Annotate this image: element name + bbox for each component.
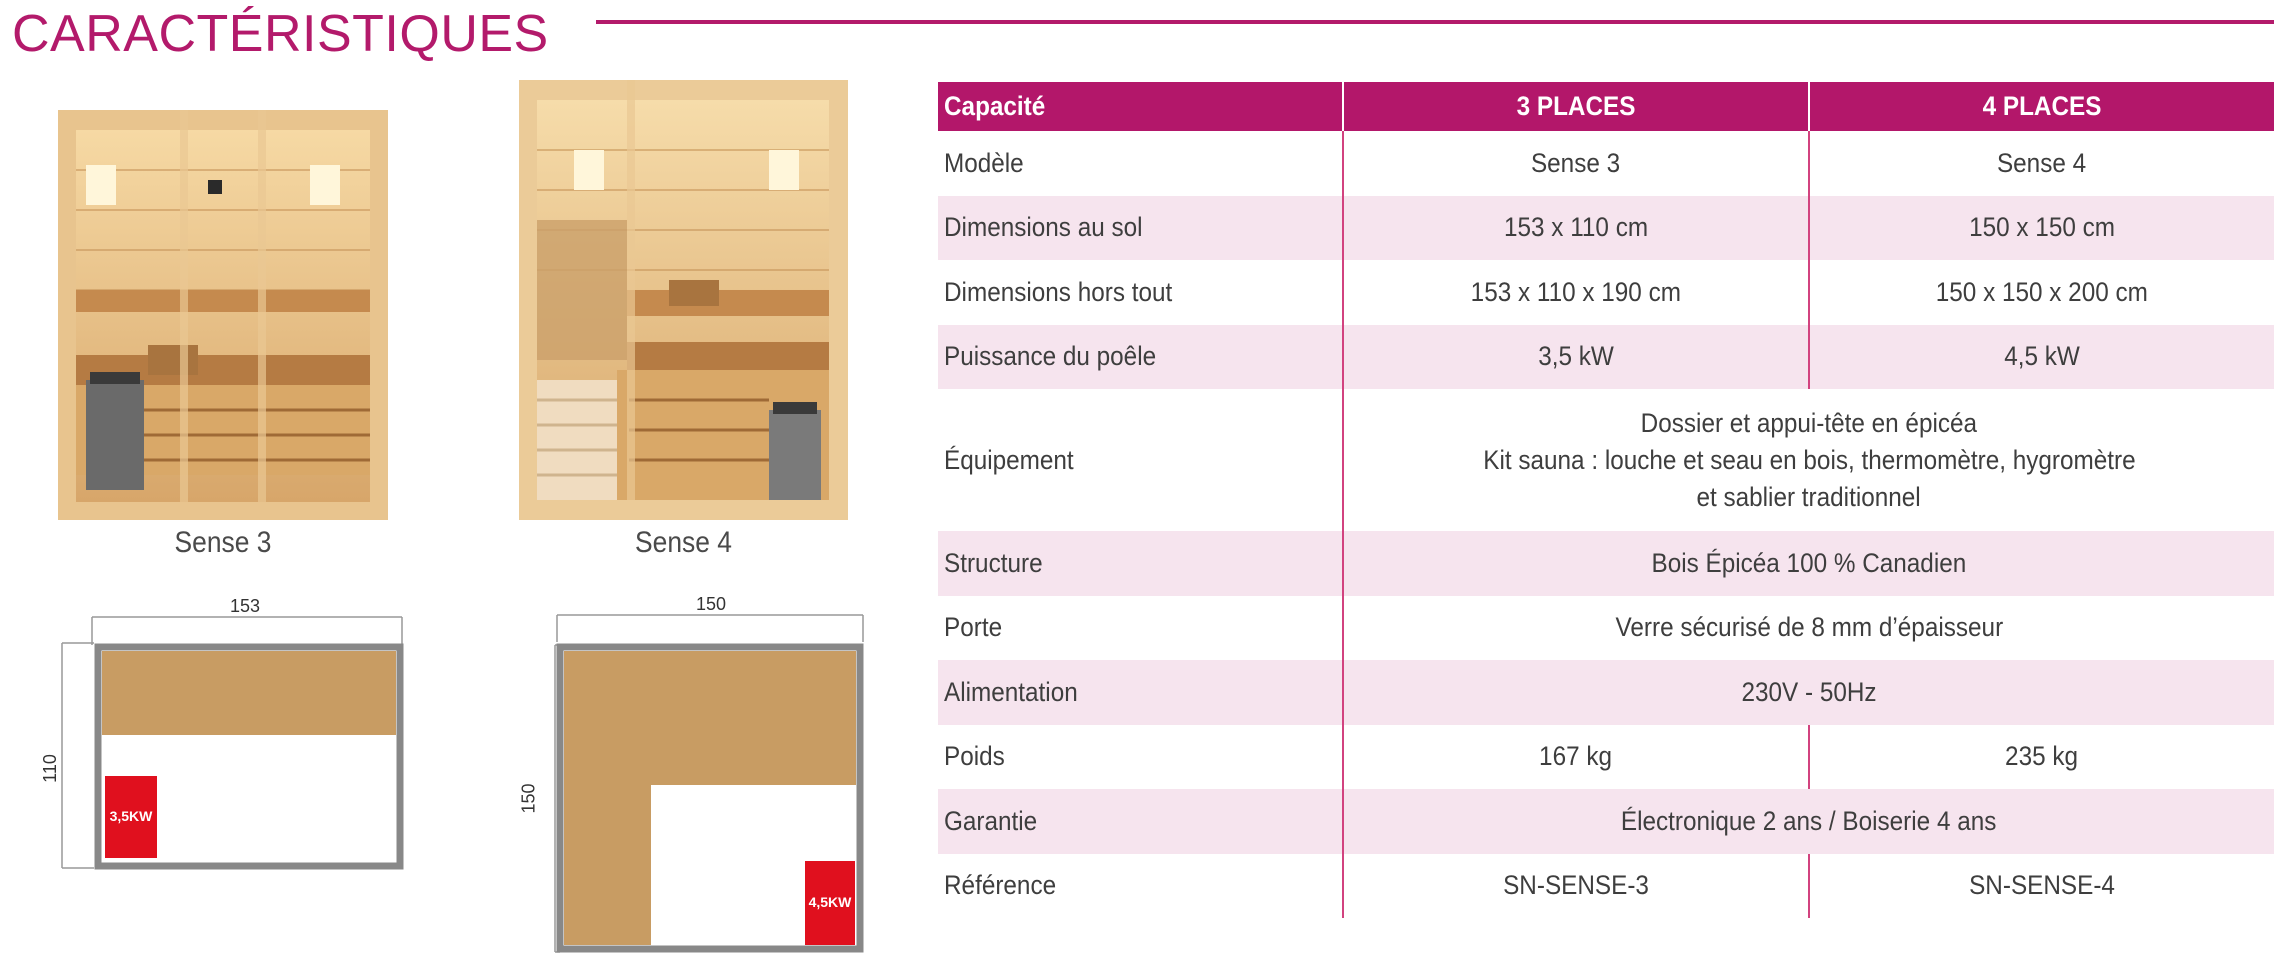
- cell-value: Électronique 2 ans / Boiserie 4 ans: [1343, 789, 2274, 854]
- row-label: Structure: [938, 531, 1343, 596]
- row-label: Garantie: [938, 789, 1343, 854]
- table-row: [938, 389, 2274, 531]
- cell-value: 3,5 kW: [1343, 325, 1809, 390]
- title-rule: [596, 20, 2274, 24]
- page-title: CARACTÉRISTIQUES: [12, 5, 549, 63]
- row-label: Alimentation: [938, 660, 1343, 725]
- plan-width-label: 153: [230, 596, 261, 616]
- table-row: [938, 854, 2274, 919]
- table-row: [938, 531, 2274, 596]
- plan-width-label: 150: [696, 594, 727, 614]
- plan-depth-label: 110: [39, 754, 60, 783]
- table-row: [938, 596, 2274, 661]
- cell-value: Dossier et appui-tête en épicéa Kit sauna : louche et seau en bois, thermomètre, hygromètre et sablier traditionnel: [1343, 389, 2274, 531]
- cell-value: SN-SENSE-3: [1343, 854, 1809, 919]
- cell-value: 150 x 150 x 200 cm: [1809, 260, 2274, 325]
- row-label: Équipement: [944, 444, 1074, 475]
- sauna-photo-sense-4: [519, 80, 848, 520]
- plan-depth-label: 150: [518, 783, 539, 814]
- table-row: [938, 131, 2274, 196]
- cell-value: Sense 3: [1343, 131, 1809, 196]
- row-label: Modèle: [944, 147, 1024, 178]
- header-3-places: 3 PLACES: [1343, 82, 1809, 131]
- cell-value: SN-SENSE-4: [1809, 854, 2274, 919]
- table-row: [938, 325, 2274, 390]
- table-row: [938, 260, 2274, 325]
- floor-plan-sense-3: [40, 590, 420, 885]
- cell-value: 235 kg: [1809, 725, 2274, 790]
- cell-value: Sense 4: [1809, 131, 2274, 196]
- specifications-table: [938, 82, 2274, 918]
- cell-value: 4,5 kW: [1809, 325, 2274, 390]
- floor-plan-sense-4: [500, 590, 880, 965]
- heater-label: 3,5KW: [109, 808, 153, 824]
- cell-value: 150 x 150 cm: [1809, 196, 2274, 261]
- cell-value: Verre sécurisé de 8 mm d’épaisseur: [1343, 596, 2274, 661]
- table-row: [938, 196, 2274, 261]
- cell-value: 153 x 110 cm: [1343, 196, 1809, 261]
- row-label: Dimensions hors tout: [944, 276, 1173, 307]
- cell-value: Bois Épicéa 100 % Canadien: [1343, 531, 2274, 596]
- table-header-row: [938, 82, 2274, 131]
- table-row: [938, 725, 2274, 790]
- row-label: Porte: [944, 612, 1003, 643]
- photo-caption-sense-4: Sense 4: [635, 526, 732, 559]
- header-capacity: Capacité: [938, 82, 1343, 131]
- table-row: [938, 789, 2274, 854]
- row-label: Référence: [944, 870, 1057, 901]
- header-4-places: 4 PLACES: [1809, 82, 2274, 131]
- cell-value: 230V - 50Hz: [1343, 660, 2274, 725]
- row-label: Dimensions au sol: [938, 196, 1343, 261]
- table-row: [938, 660, 2274, 725]
- heater-label: 4,5KW: [808, 894, 852, 910]
- photo-caption-sense-3: Sense 3: [174, 526, 272, 559]
- cell-value: 153 x 110 x 190 cm: [1343, 260, 1809, 325]
- cell-value: 167 kg: [1343, 725, 1809, 790]
- sauna-photo-sense-3: [58, 110, 388, 520]
- row-label: Puissance du poêle: [938, 325, 1343, 390]
- row-label: Poids: [944, 741, 1005, 772]
